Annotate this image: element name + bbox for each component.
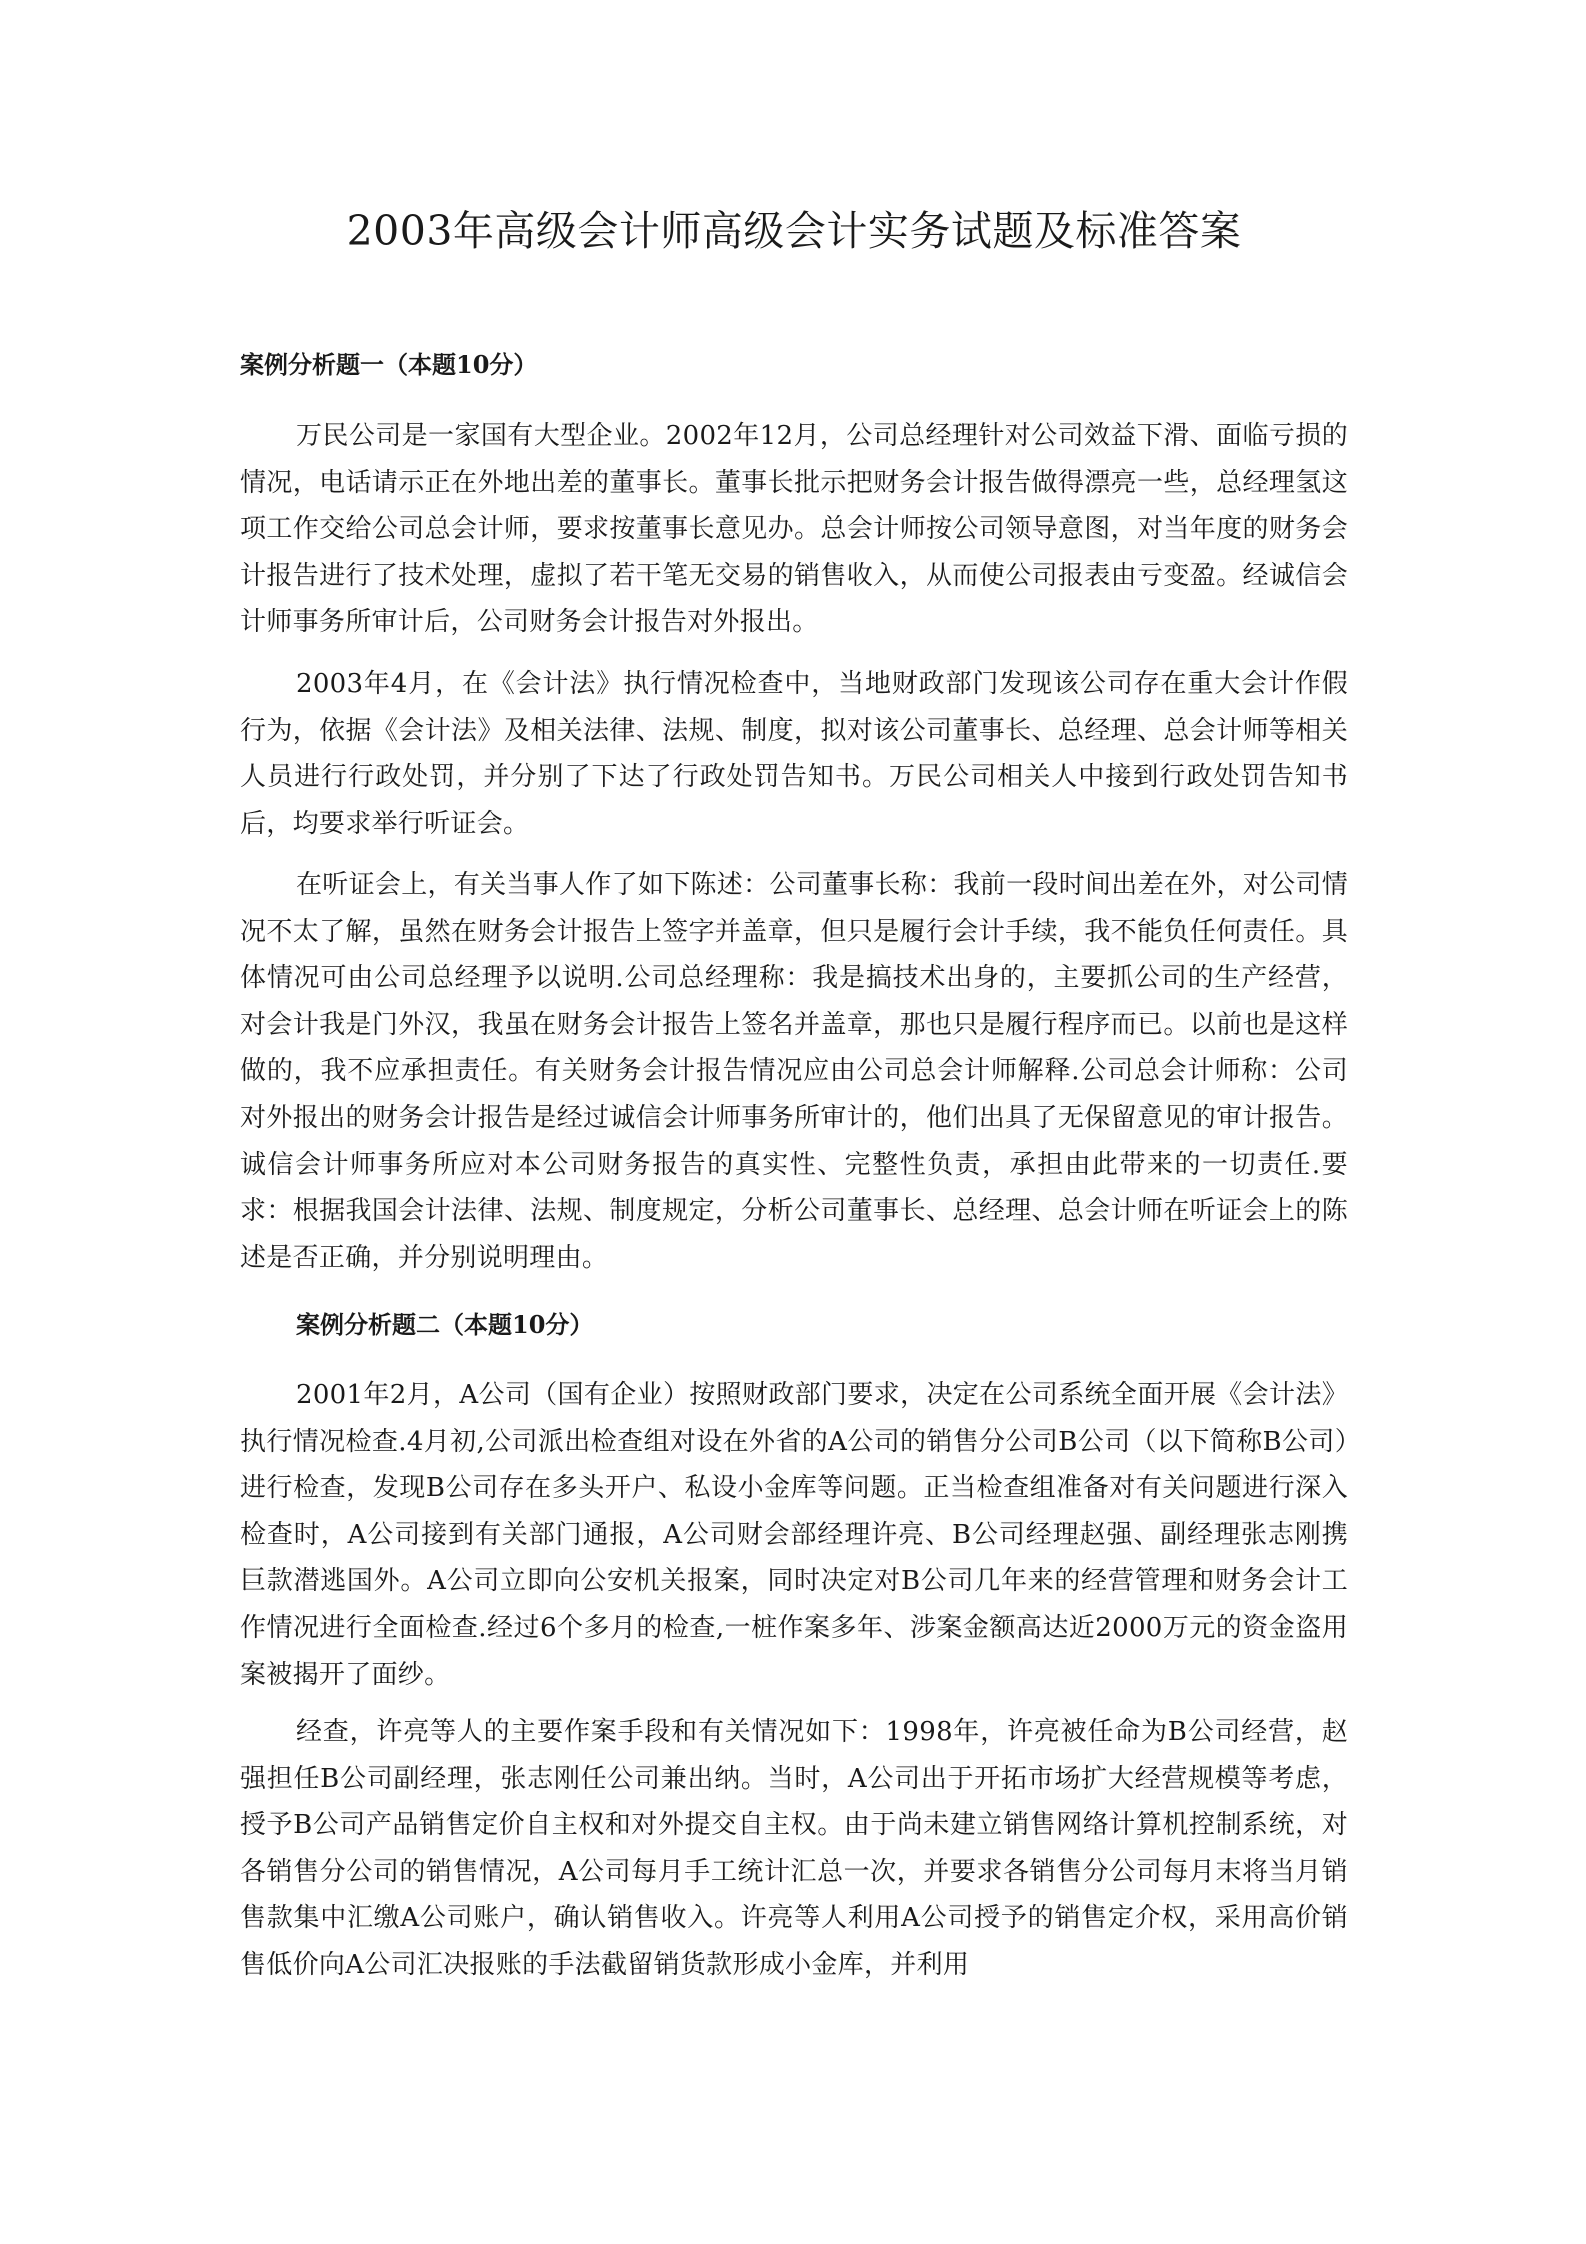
- document-title: 2003年高级会计师高级会计实务试题及标准答案: [346, 207, 1242, 255]
- case2-heading: 案例分析题二（本题10分）: [296, 1310, 594, 1339]
- case2-paragraph-2: 经查，许亮等人的主要作案手段和有关情况如下：1998年，许亮被任命为B公司经营，赵强担任B公司副经理，张志刚任公司兼出纳。当时，A公司出于开拓市场扩大经营规模等考虑，授予B公司产品销售定价自主权和对外提交自主权。由于尚未建立销售网络计算机控制系统，对各销售分公司的销售情况，A公司每月手工统计汇总一次，并要求各销售分公司每月末将当月销售款集中汇缴A公司账户，确认销售收入。许亮等人利用A公司授予的销售定介权，采用高价销售低价向A公司汇决报账的手法截留销货款形成小金库，并利用: [240, 1717, 1348, 1980]
- case2-paragraph-1: 2001年2月，A公司（国有企业）按照财政部门要求，决定在公司系统全面开展《会计法》执行情况检查.4月初,公司派出检查组对设在外省的A公司的销售分公司B公司（以下简称B公司）进行检查，发现B公司存在多头开户、私设小金库等问题。正当检查组准备对有关问题进行深入检查时，A公司接到有关部门通报，A公司财会部经理许亮、B公司经理赵强、副经理张志刚携巨款潜逃国外。A公司立即向公安机关报案，同时决定对B公司几年来的经营管理和财务会计工作情况进行全面检查.经过6个多月的检查,一桩作案多年、涉案金额高达近2000万元的资金盗用案被揭开了面纱。: [240, 1380, 1348, 1690]
- case1-heading: 案例分析题一（本题10分）: [240, 350, 538, 379]
- case1-paragraph-1: 万民公司是一家国有大型企业。2002年12月，公司总经理针对公司效益下滑、面临亏损的情况，电话请示正在外地出差的董事长。董事长批示把财务会计报告做得漂亮一些，总经理氢这项工作交给公司总会计师，要求按董事长意见办。总会计师按公司领导意图，对当年度的财务会计报告进行了技术处理，虚拟了若干笔无交易的销售收入，从而使公司报表由亏变盈。经诚信会计师事务所审计后，公司财务会计报告对外报出。: [240, 421, 1348, 638]
- case1-paragraph-3: 在听证会上，有关当事人作了如下陈述：公司董事长称：我前一段时间出差在外，对公司情况不太了解，虽然在财务会计报告上签字并盖章，但只是履行会计手续，我不能负任何责任。具体情况可由公司总经理予以说明.公司总经理称：我是搞技术出身的，主要抓公司的生产经营，对会计我是门外汉，我虽在财务会计报告上签名并盖章，那也只是履行程序而已。以前也是这样做的，我不应承担责任。有关财务会计报告情况应由公司总会计师解释.公司总会计师称：公司对外报出的财务会计报告是经过诚信会计师事务所审计的，他们出具了无保留意见的审计报告。诚信会计师事务所应对本公司财务报告的真实性、完整性负责，承担由此带来的一切责任.要求：根据我国会计法律、法规、制度规定，分析公司董事长、总经理、总会计师在听证会上的陈述是否正确，并分别说明理由。: [240, 870, 1349, 1273]
- case1-paragraph-2: 2003年4月，在《会计法》执行情况检查中，当地财政部门发现该公司存在重大会计作假行为，依据《会计法》及相关法律、法规、制度，拟对该公司董事长、总经理、总会计师等相关人员进行行政处罚，并分别了下达了行政处罚告知书。万民公司相关人中接到行政处罚告知书后，均要求举行听证会。: [240, 669, 1348, 839]
